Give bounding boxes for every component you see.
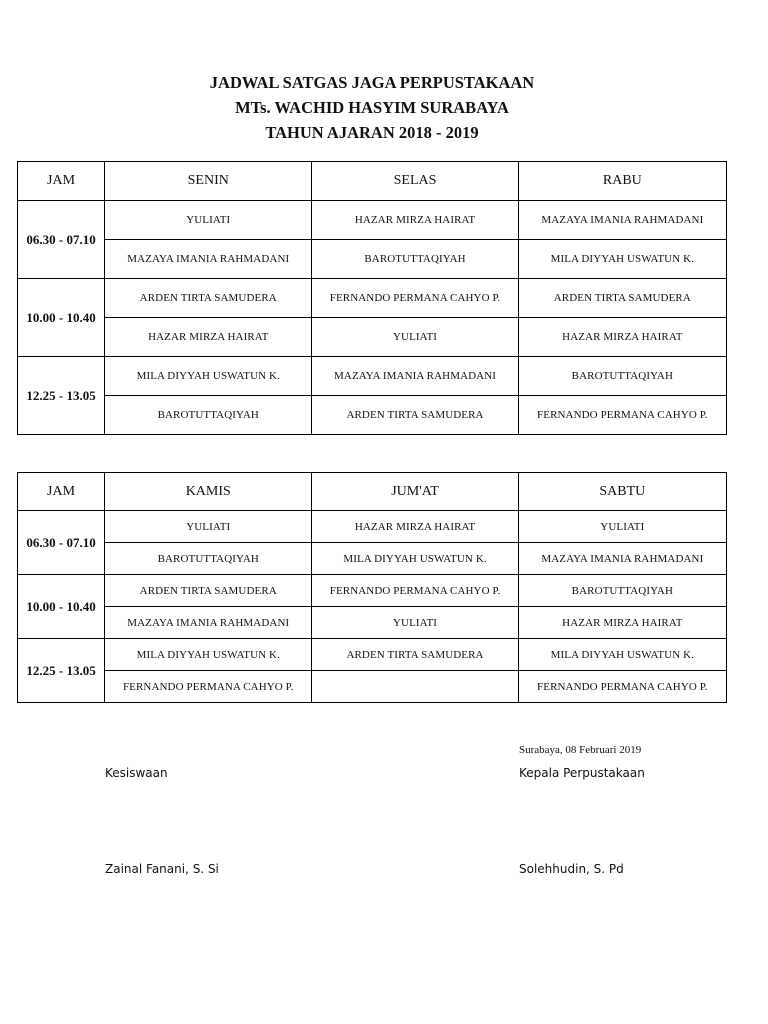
duty-cell: FERNANDO PERMANA CAHYO P.	[105, 671, 312, 703]
table-row	[18, 511, 727, 543]
time-slot-cell: 12.25 - 13.05	[18, 357, 105, 435]
table-row	[18, 543, 727, 575]
schedule-table-thu-sat	[17, 472, 727, 703]
duty-cell: MILA DIYYAH USWATUN K.	[518, 639, 726, 671]
table-row	[18, 607, 727, 639]
duty-cell: MAZAYA IMANIA RAHMADANI	[312, 357, 518, 396]
duty-cell: YULIATI	[312, 607, 518, 639]
duty-cell: ARDEN TIRTA SAMUDERA	[312, 396, 518, 435]
academic-year: TAHUN AJARAN 2018 - 2019	[265, 123, 479, 142]
duty-cell: MILA DIYYAH USWATUN K.	[312, 543, 518, 575]
duty-cell: YULIATI	[518, 511, 726, 543]
column-header-kamis: KAMIS	[105, 473, 312, 511]
duty-cell: FERNANDO PERMANA CAHYO P.	[312, 575, 518, 607]
place-and-date: Surabaya, 08 Februari 2019	[519, 744, 642, 756]
signer-role-left: Kesiswaan	[105, 766, 168, 780]
time-slot-cell: 12.25 - 13.05	[18, 639, 105, 703]
column-header-sabtu: SABTU	[518, 473, 726, 511]
column-header-selas: SELAS	[312, 162, 518, 201]
duty-cell: YULIATI	[105, 511, 312, 543]
duty-cell: ARDEN TIRTA SAMUDERA	[105, 279, 312, 318]
duty-cell: HAZAR MIRZA HAIRAT	[105, 318, 312, 357]
duty-cell: MAZAYA IMANIA RAHMADANI	[105, 240, 312, 279]
table-row	[18, 318, 727, 357]
table-row	[18, 201, 727, 240]
duty-cell: BAROTUTTAQIYAH	[312, 240, 518, 279]
duty-cell: BAROTUTTAQIYAH	[105, 396, 312, 435]
table-row	[18, 671, 727, 703]
column-header-jam: JAM	[18, 473, 105, 511]
time-slot-cell: 06.30 - 07.10	[18, 511, 105, 575]
table-header-row	[18, 473, 727, 511]
table-row	[18, 357, 727, 396]
table-header-row	[18, 162, 727, 201]
duty-cell: FERNANDO PERMANA CAHYO P.	[518, 396, 726, 435]
table-row	[18, 639, 727, 671]
table-row	[18, 396, 727, 435]
duty-cell: MAZAYA IMANIA RAHMADANI	[105, 607, 312, 639]
table-row	[18, 240, 727, 279]
duty-cell: HAZAR MIRZA HAIRAT	[518, 318, 726, 357]
schedule-table-mon-wed	[17, 161, 727, 435]
duty-cell: MAZAYA IMANIA RAHMADANI	[518, 201, 726, 240]
duty-cell: ARDEN TIRTA SAMUDERA	[312, 639, 518, 671]
duty-cell: ARDEN TIRTA SAMUDERA	[518, 279, 726, 318]
signer-role-right: Kepala Perpustakaan	[519, 766, 645, 780]
table-row	[18, 575, 727, 607]
time-slot-cell: 10.00 - 10.40	[18, 575, 105, 639]
document-title: JADWAL SATGAS JAGA PERPUSTAKAAN	[209, 73, 535, 92]
column-header-rabu: RABU	[518, 162, 726, 201]
duty-cell: FERNANDO PERMANA CAHYO P.	[518, 671, 726, 703]
time-slot-cell: 06.30 - 07.10	[18, 201, 105, 279]
duty-cell: YULIATI	[312, 318, 518, 357]
duty-cell: MILA DIYYAH USWATUN K.	[105, 639, 312, 671]
duty-cell: BAROTUTTAQIYAH	[518, 575, 726, 607]
duty-cell: BAROTUTTAQIYAH	[105, 543, 312, 575]
column-header-senin: SENIN	[105, 162, 312, 201]
duty-cell: FERNANDO PERMANA CAHYO P.	[312, 279, 518, 318]
school-name: MTs. WACHID HASYIM SURABAYA	[235, 98, 509, 117]
duty-cell: ARDEN TIRTA SAMUDERA	[105, 575, 312, 607]
table-row	[18, 279, 727, 318]
duty-cell-empty	[312, 671, 518, 703]
duty-cell: MILA DIYYAH USWATUN K.	[518, 240, 726, 279]
duty-cell: BAROTUTTAQIYAH	[518, 357, 726, 396]
column-header-jam: JAM	[18, 162, 105, 201]
duty-cell: MILA DIYYAH USWATUN K.	[105, 357, 312, 396]
duty-cell: HAZAR MIRZA HAIRAT	[518, 607, 726, 639]
duty-cell: HAZAR MIRZA HAIRAT	[312, 201, 518, 240]
signer-name-left: Zainal Fanani, S. Si	[105, 862, 219, 876]
column-header-jumat: JUM'AT	[312, 473, 518, 511]
duty-cell: HAZAR MIRZA HAIRAT	[312, 511, 518, 543]
duty-cell: MAZAYA IMANIA RAHMADANI	[518, 543, 726, 575]
signer-name-right: Solehhudin, S. Pd	[519, 862, 624, 876]
duty-cell: YULIATI	[105, 201, 312, 240]
time-slot-cell: 10.00 - 10.40	[18, 279, 105, 357]
